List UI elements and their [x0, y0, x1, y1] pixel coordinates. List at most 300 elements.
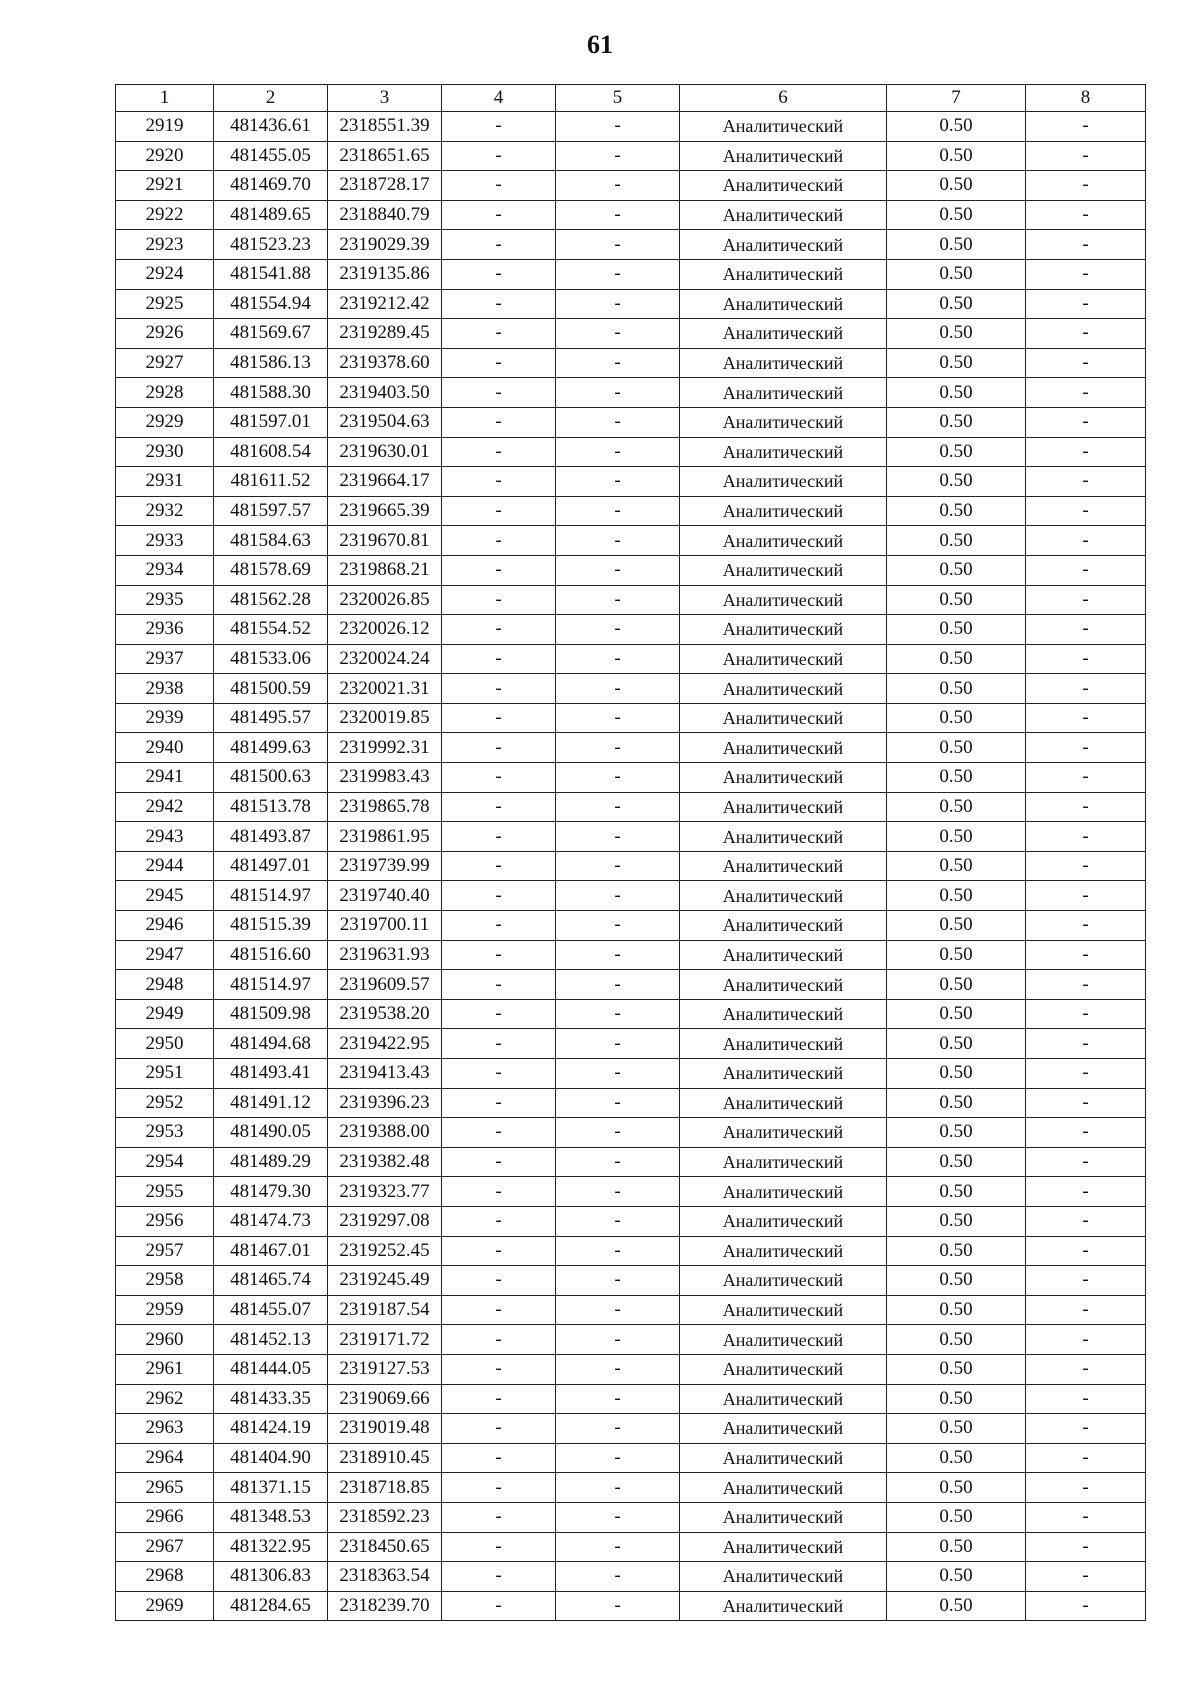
cell-col-5: -: [556, 1206, 680, 1236]
cell-coord-x: 481578.69: [214, 555, 328, 585]
cell-coord-y: 2319609.57: [328, 970, 442, 1000]
cell-col-4: -: [442, 1295, 556, 1325]
cell-col-5: -: [556, 555, 680, 585]
cell-accuracy: 0.50: [887, 703, 1026, 733]
cell-col-4: -: [442, 319, 556, 349]
cell-col-4: -: [442, 171, 556, 201]
cell-method: Аналитический: [680, 1266, 887, 1296]
cell-col-4: -: [442, 822, 556, 852]
cell-col-8: -: [1026, 851, 1146, 881]
cell-coord-x: 481465.74: [214, 1266, 328, 1296]
cell-coord-y: 2319019.48: [328, 1414, 442, 1444]
cell-method: Аналитический: [680, 496, 887, 526]
cell-accuracy: 0.50: [887, 615, 1026, 645]
cell-method: Аналитический: [680, 378, 887, 408]
cell-method: Аналитический: [680, 407, 887, 437]
cell-col-4: -: [442, 674, 556, 704]
cell-coord-x: 481436.61: [214, 112, 328, 142]
cell-point-number: 2934: [116, 555, 214, 585]
cell-col-8: -: [1026, 348, 1146, 378]
cell-method: Аналитический: [680, 526, 887, 556]
cell-accuracy: 0.50: [887, 1266, 1026, 1296]
cell-col-8: -: [1026, 1147, 1146, 1177]
cell-accuracy: 0.50: [887, 1502, 1026, 1532]
cell-accuracy: 0.50: [887, 674, 1026, 704]
cell-method: Аналитический: [680, 555, 887, 585]
cell-coord-y: 2319413.43: [328, 1059, 442, 1089]
cell-col-5: -: [556, 1088, 680, 1118]
cell-col-8: -: [1026, 792, 1146, 822]
table-row: [116, 674, 1146, 704]
column-header-6: 6: [680, 85, 887, 112]
cell-col-8: -: [1026, 940, 1146, 970]
cell-col-4: -: [442, 733, 556, 763]
cell-col-4: -: [442, 1532, 556, 1562]
cell-col-5: -: [556, 851, 680, 881]
cell-accuracy: 0.50: [887, 141, 1026, 171]
cell-col-4: -: [442, 1354, 556, 1384]
cell-col-5: -: [556, 467, 680, 497]
table-row: [116, 407, 1146, 437]
cell-col-4: -: [442, 378, 556, 408]
cell-accuracy: 0.50: [887, 792, 1026, 822]
table-row: [116, 1118, 1146, 1148]
cell-coord-y: 2320026.12: [328, 615, 442, 645]
cell-coord-y: 2319983.43: [328, 763, 442, 793]
cell-col-8: -: [1026, 1443, 1146, 1473]
cell-method: Аналитический: [680, 200, 887, 230]
cell-col-4: -: [442, 792, 556, 822]
cell-col-4: -: [442, 555, 556, 585]
table-row: [116, 112, 1146, 142]
cell-accuracy: 0.50: [887, 1118, 1026, 1148]
cell-coord-y: 2318910.45: [328, 1443, 442, 1473]
cell-col-4: -: [442, 259, 556, 289]
cell-col-8: -: [1026, 585, 1146, 615]
cell-method: Аналитический: [680, 1206, 887, 1236]
cell-coord-y: 2319664.17: [328, 467, 442, 497]
column-header-8: 8: [1026, 85, 1146, 112]
cell-accuracy: 0.50: [887, 171, 1026, 201]
cell-col-8: -: [1026, 1591, 1146, 1621]
cell-coord-x: 481608.54: [214, 437, 328, 467]
cell-col-5: -: [556, 259, 680, 289]
cell-col-8: -: [1026, 319, 1146, 349]
cell-coord-x: 481562.28: [214, 585, 328, 615]
cell-method: Аналитический: [680, 171, 887, 201]
cell-coord-x: 481469.70: [214, 171, 328, 201]
cell-method: Аналитический: [680, 1414, 887, 1444]
cell-col-8: -: [1026, 112, 1146, 142]
cell-coord-y: 2319631.93: [328, 940, 442, 970]
table-row: [116, 1088, 1146, 1118]
cell-accuracy: 0.50: [887, 851, 1026, 881]
table-row: [116, 1177, 1146, 1207]
cell-col-5: -: [556, 526, 680, 556]
table-row: [116, 1147, 1146, 1177]
cell-point-number: 2954: [116, 1147, 214, 1177]
cell-col-8: -: [1026, 1029, 1146, 1059]
cell-col-4: -: [442, 585, 556, 615]
cell-coord-x: 481500.63: [214, 763, 328, 793]
cell-coord-y: 2320026.85: [328, 585, 442, 615]
cell-col-5: -: [556, 437, 680, 467]
cell-point-number: 2929: [116, 407, 214, 437]
cell-coord-x: 481322.95: [214, 1532, 328, 1562]
cell-accuracy: 0.50: [887, 1473, 1026, 1503]
cell-col-8: -: [1026, 1384, 1146, 1414]
cell-col-5: -: [556, 1591, 680, 1621]
cell-col-5: -: [556, 1562, 680, 1592]
cell-col-5: -: [556, 200, 680, 230]
cell-coord-y: 2319029.39: [328, 230, 442, 260]
cell-coord-x: 481489.29: [214, 1147, 328, 1177]
cell-coord-y: 2318718.85: [328, 1473, 442, 1503]
cell-col-4: -: [442, 999, 556, 1029]
cell-coord-x: 481509.98: [214, 999, 328, 1029]
cell-coord-x: 481588.30: [214, 378, 328, 408]
cell-col-4: -: [442, 1325, 556, 1355]
cell-accuracy: 0.50: [887, 200, 1026, 230]
cell-coord-y: 2318651.65: [328, 141, 442, 171]
cell-coord-x: 481597.01: [214, 407, 328, 437]
cell-coord-y: 2318239.70: [328, 1591, 442, 1621]
cell-coord-x: 481433.35: [214, 1384, 328, 1414]
cell-method: Аналитический: [680, 289, 887, 319]
cell-method: Аналитический: [680, 1384, 887, 1414]
cell-method: Аналитический: [680, 1591, 887, 1621]
cell-col-5: -: [556, 1147, 680, 1177]
cell-accuracy: 0.50: [887, 319, 1026, 349]
cell-col-4: -: [442, 141, 556, 171]
table-row: [116, 171, 1146, 201]
cell-point-number: 2946: [116, 911, 214, 941]
cell-col-8: -: [1026, 496, 1146, 526]
coordinates-table: [115, 84, 1146, 1621]
cell-point-number: 2941: [116, 763, 214, 793]
cell-accuracy: 0.50: [887, 1325, 1026, 1355]
cell-coord-x: 481611.52: [214, 467, 328, 497]
cell-point-number: 2950: [116, 1029, 214, 1059]
cell-coord-x: 481284.65: [214, 1591, 328, 1621]
cell-coord-x: 481500.59: [214, 674, 328, 704]
cell-method: Аналитический: [680, 1354, 887, 1384]
cell-col-4: -: [442, 1177, 556, 1207]
cell-point-number: 2923: [116, 230, 214, 260]
cell-point-number: 2922: [116, 200, 214, 230]
cell-point-number: 2924: [116, 259, 214, 289]
cell-col-4: -: [442, 1591, 556, 1621]
cell-col-5: -: [556, 171, 680, 201]
cell-col-5: -: [556, 763, 680, 793]
cell-point-number: 2920: [116, 141, 214, 171]
cell-point-number: 2951: [116, 1059, 214, 1089]
cell-method: Аналитический: [680, 733, 887, 763]
table-row: [116, 1414, 1146, 1444]
cell-col-5: -: [556, 319, 680, 349]
cell-col-8: -: [1026, 644, 1146, 674]
cell-accuracy: 0.50: [887, 1236, 1026, 1266]
table-row: [116, 911, 1146, 941]
cell-coord-x: 481597.57: [214, 496, 328, 526]
cell-col-8: -: [1026, 467, 1146, 497]
cell-coord-y: 2319289.45: [328, 319, 442, 349]
cell-accuracy: 0.50: [887, 1443, 1026, 1473]
cell-accuracy: 0.50: [887, 1206, 1026, 1236]
cell-col-5: -: [556, 1059, 680, 1089]
cell-method: Аналитический: [680, 881, 887, 911]
cell-col-5: -: [556, 822, 680, 852]
cell-col-5: -: [556, 1473, 680, 1503]
cell-method: Аналитический: [680, 141, 887, 171]
table-row: [116, 1384, 1146, 1414]
cell-method: Аналитический: [680, 911, 887, 941]
cell-col-8: -: [1026, 1059, 1146, 1089]
table-row: [116, 615, 1146, 645]
cell-col-8: -: [1026, 1177, 1146, 1207]
cell-col-4: -: [442, 526, 556, 556]
table-row: [116, 378, 1146, 408]
cell-coord-x: 481404.90: [214, 1443, 328, 1473]
cell-col-5: -: [556, 1029, 680, 1059]
table-row: [116, 230, 1146, 260]
cell-method: Аналитический: [680, 1502, 887, 1532]
cell-coord-x: 481499.63: [214, 733, 328, 763]
cell-accuracy: 0.50: [887, 881, 1026, 911]
cell-coord-x: 481371.15: [214, 1473, 328, 1503]
cell-coord-y: 2319868.21: [328, 555, 442, 585]
cell-coord-y: 2319388.00: [328, 1118, 442, 1148]
cell-accuracy: 0.50: [887, 644, 1026, 674]
cell-col-5: -: [556, 230, 680, 260]
cell-col-8: -: [1026, 822, 1146, 852]
cell-col-8: -: [1026, 555, 1146, 585]
cell-col-4: -: [442, 437, 556, 467]
cell-col-8: -: [1026, 1295, 1146, 1325]
cell-method: Аналитический: [680, 970, 887, 1000]
cell-col-8: -: [1026, 911, 1146, 941]
cell-coord-x: 481455.05: [214, 141, 328, 171]
cell-point-number: 2958: [116, 1266, 214, 1296]
cell-point-number: 2932: [116, 496, 214, 526]
cell-point-number: 2956: [116, 1206, 214, 1236]
cell-accuracy: 0.50: [887, 230, 1026, 260]
cell-col-8: -: [1026, 1236, 1146, 1266]
cell-col-5: -: [556, 733, 680, 763]
cell-coord-x: 481514.97: [214, 881, 328, 911]
cell-col-8: -: [1026, 171, 1146, 201]
cell-col-5: -: [556, 1414, 680, 1444]
table-header-row: [116, 85, 1146, 112]
cell-point-number: 2931: [116, 467, 214, 497]
cell-col-5: -: [556, 644, 680, 674]
cell-point-number: 2919: [116, 112, 214, 142]
cell-coord-x: 481584.63: [214, 526, 328, 556]
cell-coord-y: 2320021.31: [328, 674, 442, 704]
cell-accuracy: 0.50: [887, 378, 1026, 408]
cell-coord-y: 2319171.72: [328, 1325, 442, 1355]
cell-method: Аналитический: [680, 1177, 887, 1207]
cell-method: Аналитический: [680, 1118, 887, 1148]
cell-accuracy: 0.50: [887, 585, 1026, 615]
column-header-7: 7: [887, 85, 1026, 112]
table-row: [116, 792, 1146, 822]
cell-point-number: 2962: [116, 1384, 214, 1414]
cell-coord-y: 2319992.31: [328, 733, 442, 763]
cell-col-5: -: [556, 881, 680, 911]
cell-col-8: -: [1026, 1088, 1146, 1118]
cell-col-8: -: [1026, 259, 1146, 289]
cell-col-5: -: [556, 585, 680, 615]
cell-col-5: -: [556, 141, 680, 171]
cell-col-8: -: [1026, 1532, 1146, 1562]
cell-coord-y: 2319670.81: [328, 526, 442, 556]
cell-col-4: -: [442, 1266, 556, 1296]
cell-point-number: 2947: [116, 940, 214, 970]
cell-col-4: -: [442, 1029, 556, 1059]
cell-coord-x: 481474.73: [214, 1206, 328, 1236]
table-row: [116, 1206, 1146, 1236]
cell-coord-x: 481554.52: [214, 615, 328, 645]
cell-accuracy: 0.50: [887, 259, 1026, 289]
cell-method: Аналитический: [680, 319, 887, 349]
table-row: [116, 259, 1146, 289]
cell-col-5: -: [556, 911, 680, 941]
table-row: [116, 1562, 1146, 1592]
cell-accuracy: 0.50: [887, 1029, 1026, 1059]
cell-col-4: -: [442, 112, 556, 142]
cell-coord-x: 481444.05: [214, 1354, 328, 1384]
cell-col-5: -: [556, 348, 680, 378]
cell-accuracy: 0.50: [887, 1591, 1026, 1621]
cell-coord-x: 481306.83: [214, 1562, 328, 1592]
cell-col-8: -: [1026, 703, 1146, 733]
cell-col-8: -: [1026, 615, 1146, 645]
cell-coord-x: 481452.13: [214, 1325, 328, 1355]
table-row: [116, 467, 1146, 497]
cell-coord-x: 481489.65: [214, 200, 328, 230]
cell-coord-x: 481348.53: [214, 1502, 328, 1532]
cell-coord-y: 2319297.08: [328, 1206, 442, 1236]
table-row: [116, 496, 1146, 526]
cell-col-5: -: [556, 1354, 680, 1384]
cell-coord-x: 481455.07: [214, 1295, 328, 1325]
cell-coord-y: 2320024.24: [328, 644, 442, 674]
cell-col-8: -: [1026, 1266, 1146, 1296]
cell-point-number: 2935: [116, 585, 214, 615]
cell-col-4: -: [442, 1502, 556, 1532]
table-row: [116, 1029, 1146, 1059]
cell-col-8: -: [1026, 763, 1146, 793]
table-row: [116, 585, 1146, 615]
table-row: [116, 940, 1146, 970]
column-header-4: 4: [442, 85, 556, 112]
cell-point-number: 2921: [116, 171, 214, 201]
cell-coord-y: 2319135.86: [328, 259, 442, 289]
cell-col-5: -: [556, 1295, 680, 1325]
cell-col-4: -: [442, 881, 556, 911]
cell-col-8: -: [1026, 999, 1146, 1029]
cell-coord-x: 481493.87: [214, 822, 328, 852]
table-row: [116, 1354, 1146, 1384]
cell-col-8: -: [1026, 1414, 1146, 1444]
cell-accuracy: 0.50: [887, 1384, 1026, 1414]
cell-point-number: 2952: [116, 1088, 214, 1118]
cell-col-8: -: [1026, 733, 1146, 763]
cell-col-4: -: [442, 348, 556, 378]
cell-point-number: 2953: [116, 1118, 214, 1148]
cell-accuracy: 0.50: [887, 1177, 1026, 1207]
table-row: [116, 1473, 1146, 1503]
cell-accuracy: 0.50: [887, 940, 1026, 970]
cell-coord-y: 2319665.39: [328, 496, 442, 526]
cell-point-number: 2969: [116, 1591, 214, 1621]
cell-col-8: -: [1026, 200, 1146, 230]
cell-accuracy: 0.50: [887, 526, 1026, 556]
cell-point-number: 2961: [116, 1354, 214, 1384]
cell-accuracy: 0.50: [887, 1354, 1026, 1384]
cell-col-5: -: [556, 112, 680, 142]
cell-point-number: 2967: [116, 1532, 214, 1562]
table-row: [116, 526, 1146, 556]
cell-point-number: 2968: [116, 1562, 214, 1592]
cell-col-4: -: [442, 911, 556, 941]
cell-point-number: 2949: [116, 999, 214, 1029]
cell-coord-y: 2319740.40: [328, 881, 442, 911]
table-row: [116, 437, 1146, 467]
cell-coord-y: 2319396.23: [328, 1088, 442, 1118]
cell-accuracy: 0.50: [887, 911, 1026, 941]
cell-accuracy: 0.50: [887, 763, 1026, 793]
cell-col-8: -: [1026, 970, 1146, 1000]
table-row: [116, 1502, 1146, 1532]
table-row: [116, 1059, 1146, 1089]
cell-col-8: -: [1026, 674, 1146, 704]
cell-col-8: -: [1026, 378, 1146, 408]
cell-point-number: 2966: [116, 1502, 214, 1532]
cell-col-5: -: [556, 1325, 680, 1355]
cell-method: Аналитический: [680, 1473, 887, 1503]
cell-method: Аналитический: [680, 1562, 887, 1592]
cell-point-number: 2948: [116, 970, 214, 1000]
table-row: [116, 881, 1146, 911]
cell-accuracy: 0.50: [887, 1532, 1026, 1562]
cell-method: Аналитический: [680, 259, 887, 289]
cell-coord-y: 2320019.85: [328, 703, 442, 733]
cell-point-number: 2928: [116, 378, 214, 408]
cell-col-4: -: [442, 763, 556, 793]
cell-method: Аналитический: [680, 1532, 887, 1562]
cell-col-8: -: [1026, 1118, 1146, 1148]
cell-col-5: -: [556, 289, 680, 319]
cell-col-5: -: [556, 1236, 680, 1266]
cell-col-5: -: [556, 1502, 680, 1532]
cell-coord-x: 481515.39: [214, 911, 328, 941]
cell-coord-y: 2318840.79: [328, 200, 442, 230]
cell-col-5: -: [556, 792, 680, 822]
cell-method: Аналитический: [680, 615, 887, 645]
cell-col-8: -: [1026, 289, 1146, 319]
cell-method: Аналитический: [680, 585, 887, 615]
cell-point-number: 2927: [116, 348, 214, 378]
cell-col-5: -: [556, 999, 680, 1029]
table-body: [116, 112, 1146, 1621]
cell-coord-y: 2319127.53: [328, 1354, 442, 1384]
cell-point-number: 2936: [116, 615, 214, 645]
table-row: [116, 1236, 1146, 1266]
cell-point-number: 2959: [116, 1295, 214, 1325]
column-header-3: 3: [328, 85, 442, 112]
